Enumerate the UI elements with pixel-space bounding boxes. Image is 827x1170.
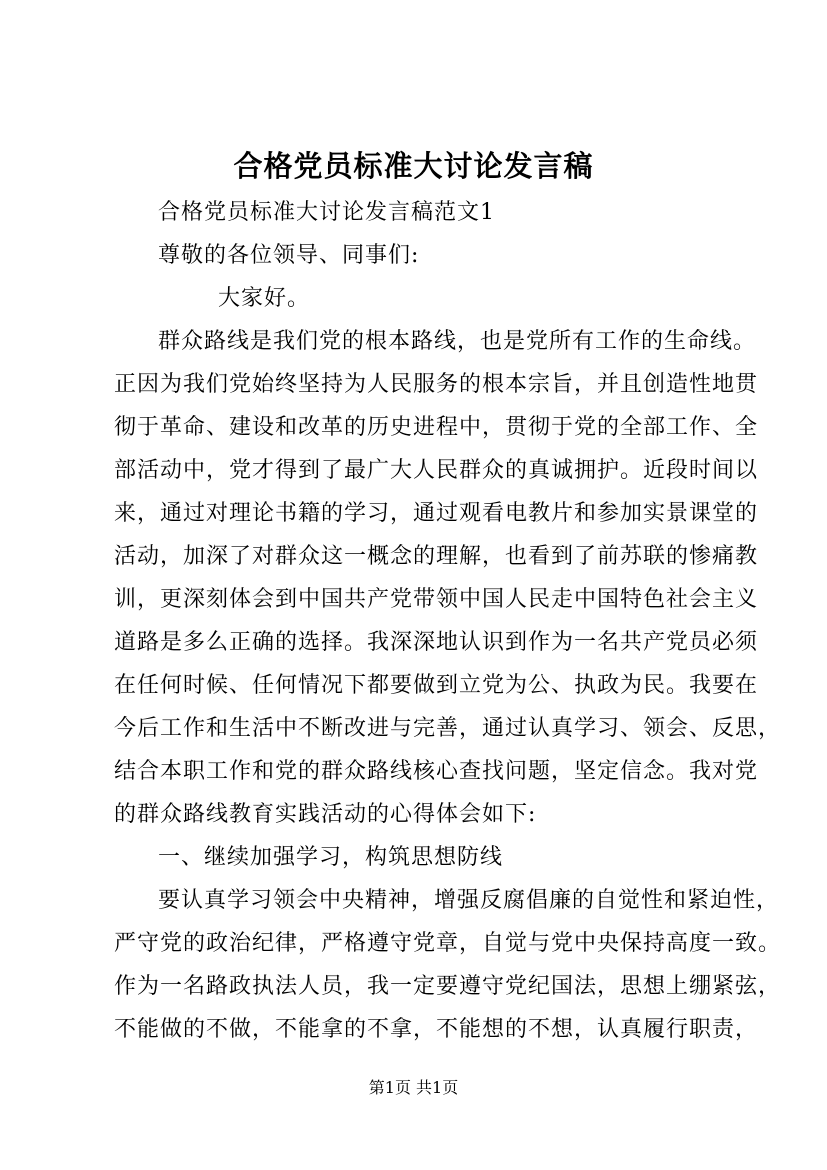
paragraph-line: 彻于革命、建设和改革的历史进程中，贯彻于党的全部工作、全: [114, 415, 759, 440]
greeting: 大家好。: [218, 286, 311, 311]
paragraph-line: 今后工作和生活中不断改进与完善，通过认真学习、领会、反思，: [114, 716, 782, 741]
paragraph-line: 在任何时候、任何情况下都要做到立党为公、执政为民。我要在: [114, 673, 759, 698]
paragraph-line: 要认真学习领会中央精神，增强反腐倡廉的自觉性和紧迫性，: [158, 888, 780, 913]
document-title: 合格党员标准大讨论发言稿: [233, 149, 594, 183]
paragraph-line: 作为一名路政执法人员，我一定要遵守党纪国法，思想上绷紧弦，: [114, 974, 782, 999]
paragraph-line: 严守党的政治纪律，严格遵守党章，自觉与党中央保持高度一致。: [114, 931, 782, 956]
paragraph-line: 的群众路线教育实践活动的心得体会如下:: [114, 802, 537, 827]
paragraph-line: 不能做的不做，不能拿的不拿，不能想的不想，认真履行职责，: [114, 1017, 759, 1042]
document-subtitle: 合格党员标准大讨论发言稿范文1: [158, 200, 495, 225]
paragraph-line: 群众路线是我们党的根本路线，也是党所有工作的生命线。: [158, 329, 757, 354]
paragraph-line: 结合本职工作和党的群众路线核心查找问题，坚定信念。我对党: [114, 759, 759, 784]
paragraph-line: 活动，加深了对群众这一概念的理解，也看到了前苏联的惨痛教: [114, 544, 759, 569]
paragraph-line: 来，通过对理论书籍的学习，通过观看电教片和参加实景课堂的: [114, 501, 759, 526]
paragraph-line: 部活动中，党才得到了最广大人民群众的真诚拥护。近段时间以: [114, 458, 759, 483]
paragraph-line: 道路是多么正确的选择。我深深地认识到作为一名共产党员必须: [114, 630, 759, 655]
paragraph-line: 训，更深刻体会到中国共产党带领中国人民走中国特色社会主义: [114, 587, 759, 612]
section-heading: 一、继续加强学习，构筑思想防线: [158, 845, 504, 870]
page-footer: 第1页 共1页: [368, 1078, 459, 1097]
paragraph-line: 正因为我们党始终坚持为人民服务的根本宗旨，并且创造性地贯: [114, 372, 759, 397]
salutation: 尊敬的各位领导、同事们:: [158, 243, 420, 268]
